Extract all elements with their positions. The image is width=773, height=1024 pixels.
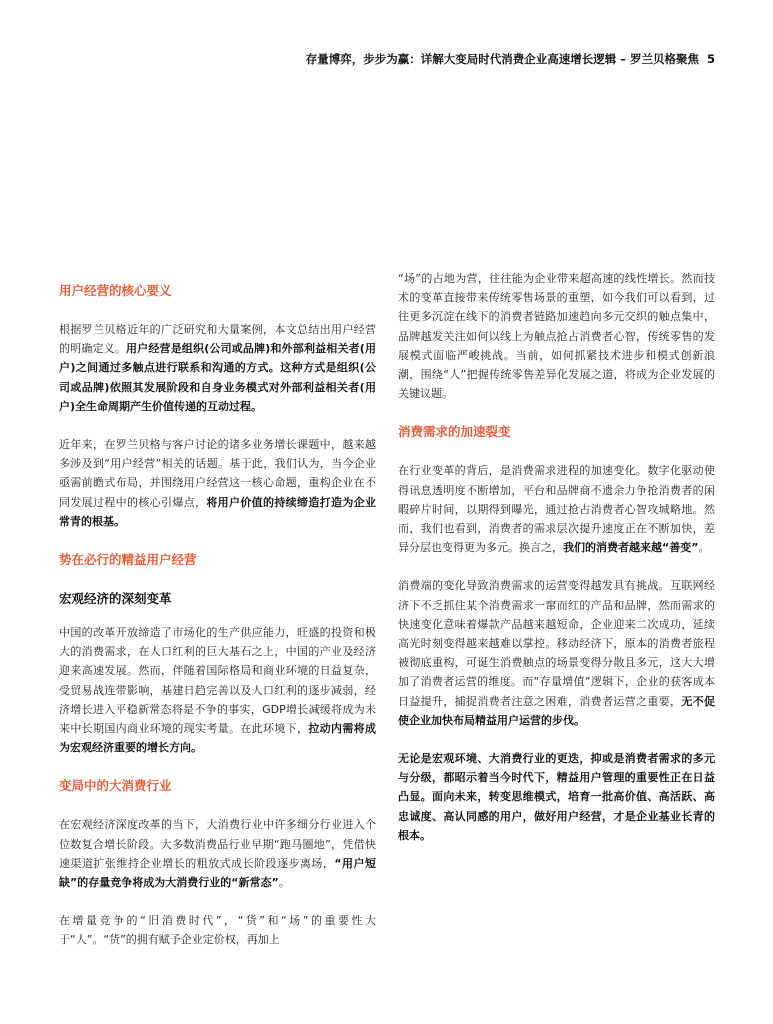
paragraph-background xyxy=(59,435,376,531)
text-bold: 用户经营是组织(公司或品牌)和外部利益相关者(用户)之间通过多触点进行联系和沟通的方式。这种方式是组织(公司或品牌)依照其发展阶段和自身业务模式对外部利益相关者(用户)全生命周期产生价值传递的互动过程。 xyxy=(59,342,376,413)
text-plain: 在宏观经济深度改革的当下，大消费行业中许多细分行业进入个位数复合增长阶段。大多数消费品行业早期“跑马圈地”，凭借快速渠道扩张维持企业增长的粗放式成长阶段逐步离场， xyxy=(59,818,376,870)
paragraph-operations xyxy=(398,576,715,730)
paragraph-conclusion: 无论是宏观环境、大消费行业的更迭，抑或是消费者需求的多元与分级，都昭示着当今时代下，精益用户管理的重要性正在日益凸显。面向未来，转变思维模式，培育一批高价值、高活跃、高忠诚度、高认同感的用户，做好用户经营，才是企业基业长青的根本。 xyxy=(398,752,715,842)
left-column xyxy=(59,281,376,969)
text-plain: 近年来，在罗兰贝格与客户讨论的诸多业务增长课题中，越来越多涉及到“用户经营”相关的话题。基于此，我们认为，当今企业亟需前瞻式布局，并围绕用户经营这一核心命题，重构企业在不同发展过程中的核心引爆点， xyxy=(59,438,376,509)
text-plain: 。 xyxy=(278,876,290,890)
text-plain: 根据罗兰贝格近年的广泛研究和大量案例，本文总结出用户经营的明确定义。 xyxy=(59,323,376,356)
heading-consumer-industry: 变局中的大消费行业 xyxy=(59,778,172,794)
paragraph-definition xyxy=(59,320,376,416)
text-bold: 拉动内需将成为宏观经济重要的增长方向。 xyxy=(59,722,377,755)
right-column xyxy=(398,269,715,864)
text-plain: 中国的改革开放缔造了市场化的生产供应能力，旺盛的投资和极大的消费需求，在人口红利的巨大基石之上，中国的产业及经济迎来高速发展。然而，伴随着国际格局和商业环境的日益复杂，受贸易战连带影响，基建日趋完善以及人口红利的逐步减弱，经济增长进入平稳新常态将是不争的事实，GDP增长减缓将成为未来中长期国内商业环境的现实考量。在此环境下， xyxy=(59,626,376,736)
subheading-macro-economy: 宏观经济的深刻变革 xyxy=(59,591,172,607)
text-bold: 无不促使企业加快布局精益用户运营的步伐。 xyxy=(398,694,716,727)
heading-core-definition: 用户经营的核心要义 xyxy=(59,283,172,298)
heading-demand-fission: 消费需求的加速裂变 xyxy=(398,424,511,440)
text-bold: 将用户价值的持续缔造打造为企业常青的根基。 xyxy=(59,495,377,528)
text-plain: 消费端的变化导致消费需求的运营变得越发具有挑战。互联网经济下不乏抓住某个消费需求一窜而红的产品和品牌，然而需求的快速变化意味着爆款产品越来越短命，企业迎来二次成功，延续高光时刻变得越来越难以掌控。移动经济下，原本的消费者旅程被彻底重构，可诞生消费触点的场景变得分散且多元，这大大增加了消费者运营的维度。而“存量增值”逻辑下，企业的获客成本日益提升，捕捉消费者注意之困难，消费者运营之重要， xyxy=(398,579,715,708)
header-title: 存量博弈，步步为赢：详解大变局时代消费企业高速增长逻辑 – 罗兰贝格聚焦 xyxy=(305,52,699,66)
paragraph-industry xyxy=(59,815,376,892)
text-bold: 我们的消费者越来越“善变” xyxy=(563,541,699,555)
text-plain: 在行业变革的背后，是消费需求进程的加速变化。数字化驱动使得讯息透明度不断增加，平台和品牌商不遗余力争抢消费者的闲暇碎片时间，以期得到曝光，通过抢占消费者心智攻城略地。然而，我们也看到，消费者的需求层次提升速度正在不断加快，差异分层也变得更为多元。换言之， xyxy=(398,464,715,555)
text-plain: 。 xyxy=(698,541,710,555)
text-bold: “用户短缺”的存量竞争将成为大消费行业的“新常态” xyxy=(59,856,377,890)
running-header xyxy=(200,51,715,67)
page-number: 5 xyxy=(706,52,715,66)
heading-lean-user-ops: 势在必行的精益用户经营 xyxy=(59,552,197,568)
paragraph-demand xyxy=(398,461,715,557)
paragraph-retail-continued: “场”的占地为营，往往能为企业带来超高速的线性增长。然而技术的变革直接带来传统零售场景的重塑，如今我们可以看到，过往更多沉淀在线下的消费者链路加速趋向多元交织的触点集中，品牌越发关注如何以线上为触点抢占消费者心智，传统零售的发展模式面临严峻挑战。当前，如何抓紧技术进步和模式创新浪潮，围绕“人”把握传统零售差异化发展之道，将成为企业发展的关键议题。 xyxy=(398,272,715,401)
paragraph-macro xyxy=(59,623,376,757)
paragraph-old-era: 在增量竞争的“旧消费时代”，“货”和“场”的重要性大于“人”。“货”的拥有赋予企业定价权，再加上 xyxy=(59,914,376,947)
